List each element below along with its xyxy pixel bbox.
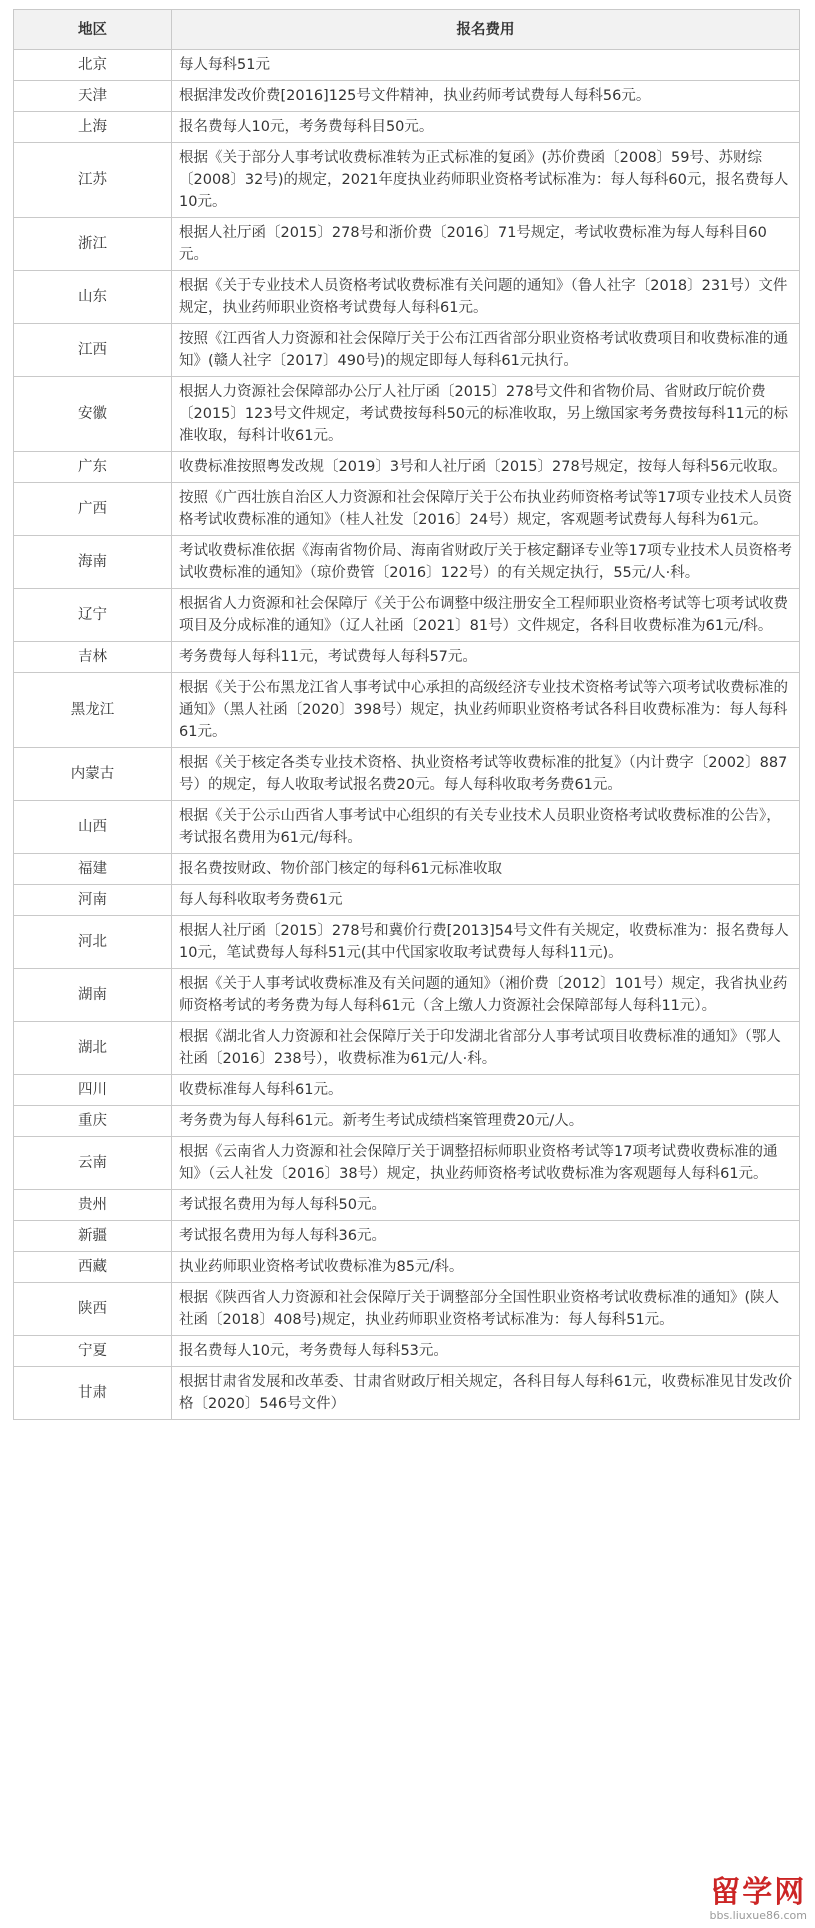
region-cell: 海南 (14, 536, 172, 589)
table-row (14, 50, 800, 81)
table-row (14, 969, 800, 1022)
header-fee: 报名费用 (172, 10, 800, 50)
fee-cell: 根据津发改价费[2016]125号文件精神，执业药师考试费每人每科56元。 (172, 81, 800, 112)
fee-cell: 考务费每人每科11元，考试费每人每科57元。 (172, 642, 800, 673)
table-row (14, 673, 800, 748)
fee-cell: 根据人社厅函〔2015〕278号和浙价费〔2016〕71号规定，考试收费标准为每人每科目60元。 (172, 218, 800, 271)
fee-cell: 按照《广西壮族自治区人力资源和社会保障厅关于公布执业药师资格考试等17项专业技术人员资格考试收费标准的通知》（桂人社发〔2016〕24号）规定，客观题考试费每人每科为61元。 (172, 483, 800, 536)
table-row (14, 1252, 800, 1283)
region-cell: 西藏 (14, 1252, 172, 1283)
table-row (14, 801, 800, 854)
region-cell: 山东 (14, 271, 172, 324)
fee-cell: 根据人力资源社会保障部办公厅人社厅函〔2015〕278号文件和省物价局、省财政厅皖价费〔2015〕123号文件规定，考试费按每科50元的标准收取，另上缴国家考务费按每科11元的标准收取，每科计收61元。 (172, 377, 800, 452)
region-cell: 云南 (14, 1137, 172, 1190)
region-cell: 重庆 (14, 1106, 172, 1137)
region-cell: 河北 (14, 916, 172, 969)
region-cell: 浙江 (14, 218, 172, 271)
table-row (14, 143, 800, 218)
fee-cell: 根据《湖北省人力资源和社会保障厅关于印发湖北省部分人事考试项目收费标准的通知》（鄂人社函〔2016〕238号），收费标准为61元/人·科。 (172, 1022, 800, 1075)
table-row (14, 377, 800, 452)
table-row (14, 112, 800, 143)
fee-cell: 根据《云南省人力资源和社会保障厅关于调整招标师职业资格考试等17项考试费收费标准的通知》（云人社发〔2016〕38号）规定，执业药师资格考试收费标准为客观题每人每科61元。 (172, 1137, 800, 1190)
table-row (14, 1283, 800, 1336)
table-row (14, 324, 800, 377)
table-row (14, 218, 800, 271)
table-row (14, 1336, 800, 1367)
header-region: 地区 (14, 10, 172, 50)
fee-cell: 根据《关于公布黑龙江省人事考试中心承担的高级经济专业技术资格考试等六项考试收费标准的通知》（黑人社函〔2020〕398号）规定，执业药师职业资格考试各科目收费标准为：每人每科61元。 (172, 673, 800, 748)
fee-cell: 按照《江西省人力资源和社会保障厅关于公布江西省部分职业资格考试收费项目和收费标准的通知》(赣人社字〔2017〕490号)的规定即每人每科61元执行。 (172, 324, 800, 377)
fee-cell: 报名费每人10元，考务费每科目50元。 (172, 112, 800, 143)
fee-cell: 根据甘肃省发展和改革委、甘肃省财政厅相关规定，各科目每人每科61元，收费标准见甘发改价格〔2020〕546号文件） (172, 1367, 800, 1420)
region-cell: 北京 (14, 50, 172, 81)
watermark-main: 留学网 (710, 1875, 807, 1910)
region-cell: 湖北 (14, 1022, 172, 1075)
fee-cell: 考试报名费用为每人每科36元。 (172, 1221, 800, 1252)
watermark-sub: bbs.liuxue86.com (709, 1909, 807, 1922)
table-row (14, 81, 800, 112)
table-header-row (14, 10, 800, 50)
table-row (14, 1075, 800, 1106)
fee-cell: 每人每科收取考务费61元 (172, 885, 800, 916)
region-cell: 河南 (14, 885, 172, 916)
fee-cell: 根据《关于公示山西省人事考试中心组织的有关专业技术人员职业资格考试收费标准的公告》，考试报名费用为61元/每科。 (172, 801, 800, 854)
region-cell: 湖南 (14, 969, 172, 1022)
table-row (14, 536, 800, 589)
table-body (14, 50, 800, 1420)
table-row (14, 1367, 800, 1420)
table-row (14, 885, 800, 916)
region-cell: 新疆 (14, 1221, 172, 1252)
region-cell: 安徽 (14, 377, 172, 452)
table-row (14, 1190, 800, 1221)
watermark-logo (709, 1876, 807, 1922)
fee-cell: 根据人社厅函〔2015〕278号和冀价行费[2013]54号文件有关规定，收费标准为：报名费每人10元，笔试费每人每科51元(其中代国家收取考试费每人每科11元)。 (172, 916, 800, 969)
fee-cell: 考试收费标准依据《海南省物价局、海南省财政厅关于核定翻译专业等17项专业技术人员资格考试收费标准的通知》（琼价费管〔2016〕122号）的有关规定执行，55元/人·科。 (172, 536, 800, 589)
fee-cell: 收费标准按照粤发改规〔2019〕3号和人社厅函〔2015〕278号规定，按每人每科56元收取。 (172, 452, 800, 483)
fee-table (13, 9, 800, 1420)
table-row (14, 1137, 800, 1190)
region-cell: 江苏 (14, 143, 172, 218)
fee-cell: 每人每科51元 (172, 50, 800, 81)
region-cell: 福建 (14, 854, 172, 885)
region-cell: 四川 (14, 1075, 172, 1106)
region-cell: 内蒙古 (14, 748, 172, 801)
fee-cell: 执业药师职业资格考试收费标准为85元/科。 (172, 1252, 800, 1283)
region-cell: 辽宁 (14, 589, 172, 642)
region-cell: 甘肃 (14, 1367, 172, 1420)
fee-cell: 根据《关于核定各类专业技术资格、执业资格考试等收费标准的批复》（内计费字〔2002〕887号）的规定，每人收取考试报名费20元。每人每科收取考务费61元。 (172, 748, 800, 801)
region-cell: 广东 (14, 452, 172, 483)
table-row (14, 916, 800, 969)
region-cell: 陕西 (14, 1283, 172, 1336)
region-cell: 江西 (14, 324, 172, 377)
region-cell: 吉林 (14, 642, 172, 673)
fee-cell: 报名费按财政、物价部门核定的每科61元标准收取 (172, 854, 800, 885)
table-row (14, 483, 800, 536)
fee-cell: 根据省人力资源和社会保障厅《关于公布调整中级注册安全工程师职业资格考试等七项考试收费项目及分成标准的通知》（辽人社函〔2021〕81号）文件规定，各科目收费标准为61元/科。 (172, 589, 800, 642)
fee-cell: 根据《关于专业技术人员资格考试收费标准有关问题的通知》（鲁人社字〔2018〕231号）文件规定，执业药师职业资格考试费每人每科61元。 (172, 271, 800, 324)
table-row (14, 589, 800, 642)
table-row (14, 1221, 800, 1252)
region-cell: 广西 (14, 483, 172, 536)
table-row (14, 271, 800, 324)
table-row (14, 452, 800, 483)
fee-cell: 报名费每人10元，考务费每人每科53元。 (172, 1336, 800, 1367)
fee-cell: 收费标准每人每科61元。 (172, 1075, 800, 1106)
fee-cell: 考务费为每人每科61元。新考生考试成绩档案管理费20元/人。 (172, 1106, 800, 1137)
table-row (14, 854, 800, 885)
region-cell: 贵州 (14, 1190, 172, 1221)
table-row (14, 748, 800, 801)
fee-cell: 根据《陕西省人力资源和社会保障厅关于调整部分全国性职业资格考试收费标准的通知》(陕人社函〔2018〕408号)规定，执业药师职业资格考试标准为：每人每科51元。 (172, 1283, 800, 1336)
table-row (14, 1106, 800, 1137)
region-cell: 宁夏 (14, 1336, 172, 1367)
fee-cell: 根据《关于部分人事考试收费标准转为正式标准的复函》(苏价费函〔2008〕59号、苏财综〔2008〕32号)的规定，2021年度执业药师职业资格考试标准为：每人每科60元，报名费每人10元。 (172, 143, 800, 218)
region-cell: 黑龙江 (14, 673, 172, 748)
region-cell: 天津 (14, 81, 172, 112)
fee-cell: 考试报名费用为每人每科50元。 (172, 1190, 800, 1221)
table-row (14, 642, 800, 673)
region-cell: 上海 (14, 112, 172, 143)
fee-cell: 根据《关于人事考试收费标准及有关问题的通知》（湘价费〔2012〕101号）规定，我省执业药师资格考试的考务费为每人每科61元（含上缴人力资源社会保障部每人每科11元）。 (172, 969, 800, 1022)
table-row (14, 1022, 800, 1075)
region-cell: 山西 (14, 801, 172, 854)
